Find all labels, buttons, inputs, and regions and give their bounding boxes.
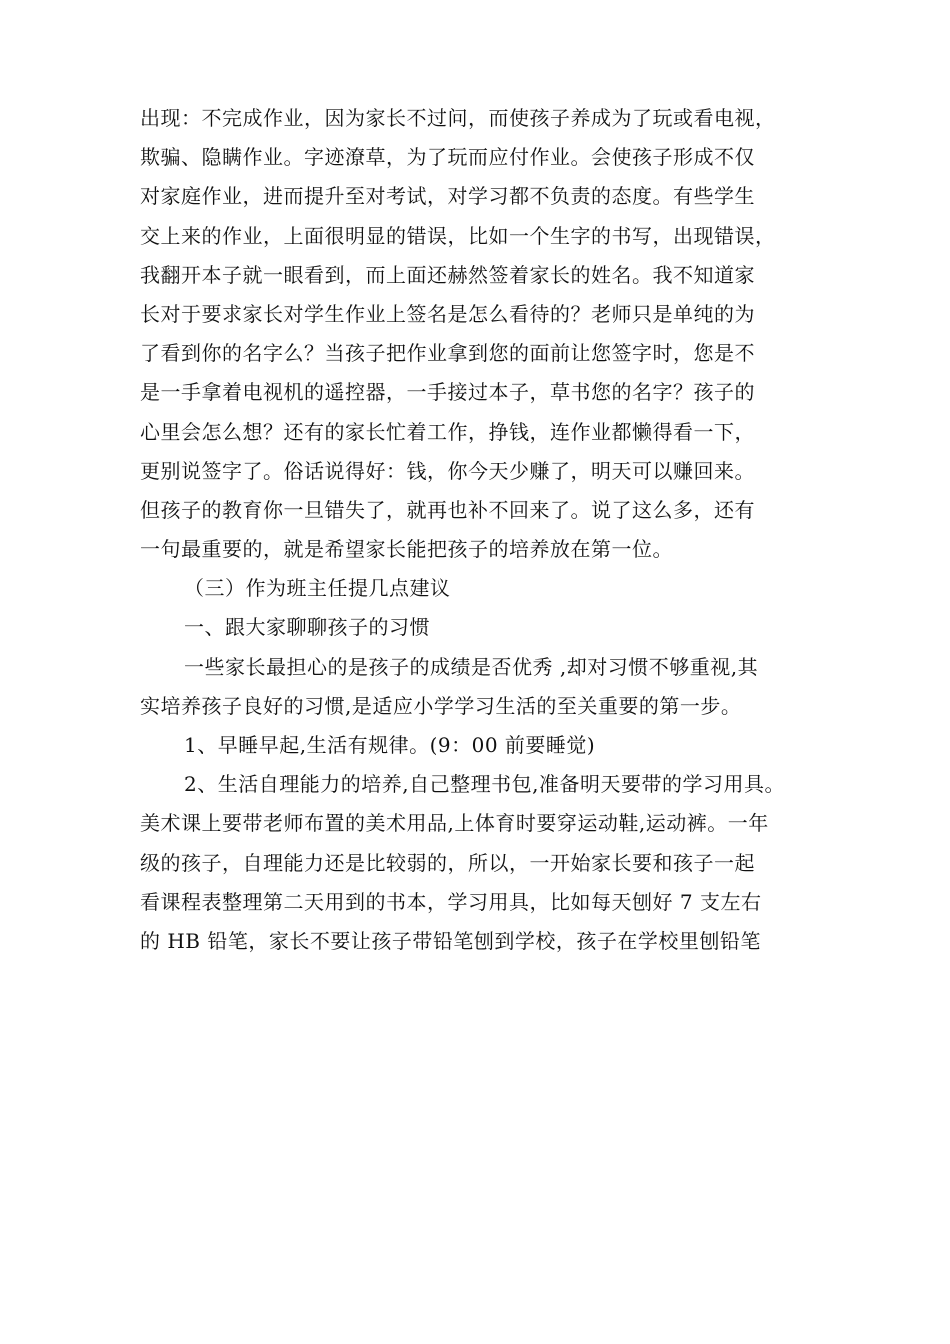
- list-item: 2、生活自理能力的培养,自己整理书包,准备明天要带的学习用具。: [184, 772, 785, 797]
- text-line: 我翻开本子就一眼看到，而上面还赫然签着家长的姓名。我不知道家: [140, 262, 755, 287]
- list-item: 1、早睡早起,生活有规律。(9：00 前要睡觉): [184, 733, 596, 757]
- text-line: 出现：不完成作业，因为家长不过问，而使孩子养成为了玩或看电视，: [140, 106, 776, 130]
- text-line: 一些家长最担心的是孩子的成绩是否优秀 ,却对习惯不够重视,其: [184, 654, 759, 679]
- text-line: 级的孩子，自理能力还是比较弱的，所以，一开始家长要和孩子一起: [140, 850, 755, 875]
- document-body: [140, 99, 812, 961]
- text-line: 心里会怎么想？还有的家长忙着工作，挣钱，连作业都懒得看一下，: [140, 419, 755, 444]
- section-heading: （三）作为班主任提几点建议: [184, 576, 451, 601]
- text-line: 看课程表整理第二天用到的书本，学习用具，比如每天刨好 7 支左右: [140, 889, 762, 914]
- text-line: 对家庭作业，进而提升至对考试，对学习都不负责的态度。有些学生: [140, 184, 755, 209]
- text-line: 长对于要求家长对学生作业上签名是怎么看待的？老师只是单纯的为: [140, 301, 755, 326]
- subsection-heading: 一、跟大家聊聊孩子的习惯: [184, 615, 430, 640]
- text-line: 美术课上要带老师布置的美术用品,上体育时要穿运动鞋,运动裤。一年: [140, 811, 769, 836]
- text-line: 一句最重要的，就是希望家长能把孩子的培养放在第一位。: [140, 537, 673, 562]
- text-line: 的 HB 铅笔，家长不要让孩子带铅笔刨到学校，孩子在学校里刨铅笔: [140, 928, 761, 953]
- text-line: 欺骗、隐瞒作业。字迹潦草，为了玩而应付作业。会使孩子形成不仅: [140, 145, 755, 170]
- text-line: 了看到你的名字么？当孩子把作业拿到您的面前让您签字时，您是不: [140, 341, 755, 366]
- text-line: 但孩子的教育你一旦错失了，就再也补不回来了。说了这么多，还有: [140, 497, 755, 522]
- text-line: 实培养孩子良好的习惯,是适应小学学习生活的至关重要的第一步。: [140, 693, 742, 718]
- text-line: 交上来的作业，上面很明显的错误，比如一个生字的书写，出现错误，: [140, 223, 776, 248]
- text-line: 更别说签字了。俗话说得好：钱，你今天少赚了，明天可以赚回来。: [140, 458, 755, 483]
- text-line: 是一手拿着电视机的遥控器，一手接过本子，草书您的名字？孩子的: [140, 380, 755, 405]
